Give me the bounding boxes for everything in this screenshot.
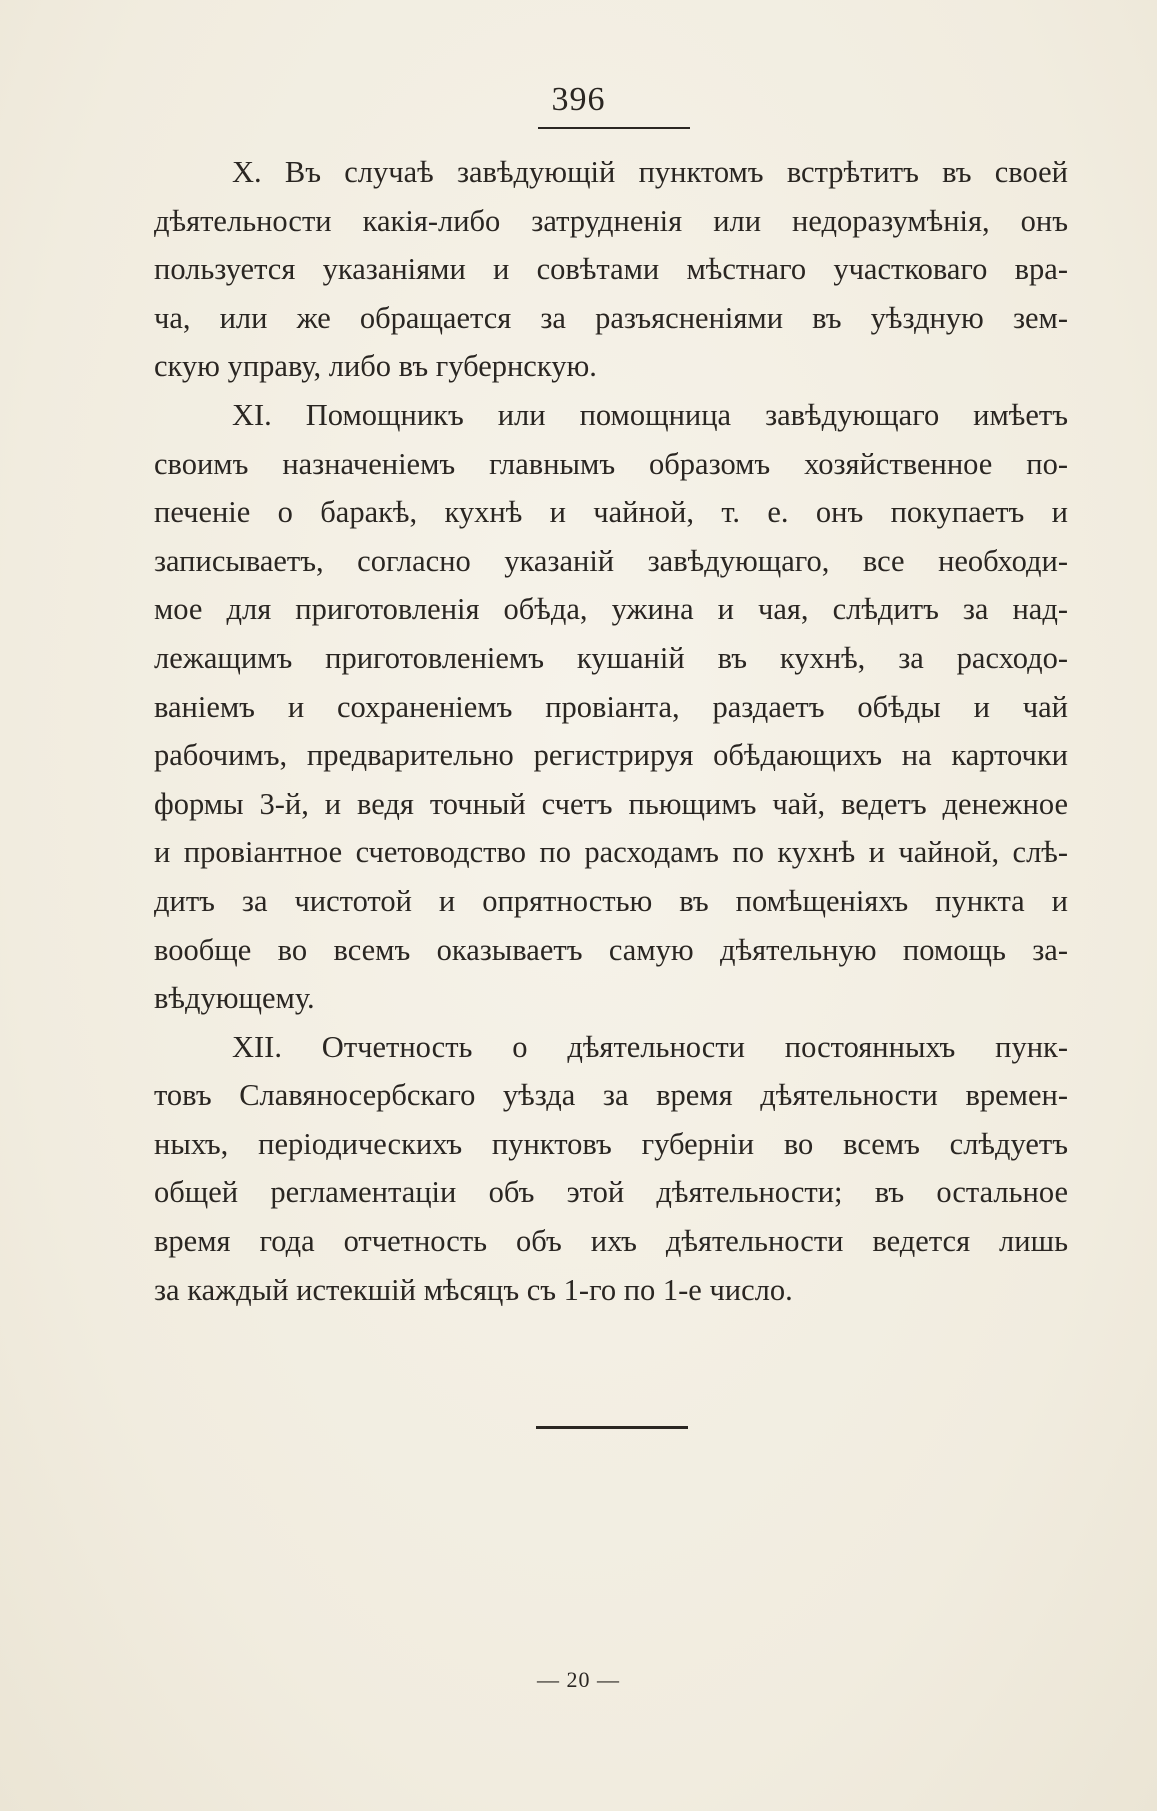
page-number-underline (538, 127, 690, 129)
text-line: XII. Отчетность о дѣятельности постоянныхъ пунк- (232, 1029, 1068, 1064)
text-line: вѣдующему. (154, 981, 315, 1016)
text-line: время года отчетность объ ихъ дѣятельности ведется лишь (154, 1224, 1068, 1259)
text-line: за каждый истекшій мѣсяцъ съ 1-го по 1-е число. (154, 1272, 793, 1307)
section-end-rule (536, 1426, 688, 1429)
text-line: записываетъ, согласно указаній завѣдующаго, все необходи- (154, 543, 1068, 578)
text-line: вообще во всемъ оказываетъ самую дѣятельную помощь за- (154, 932, 1068, 967)
body-text (154, 148, 1068, 1314)
text-line: мое для приготовленія обѣда, ужина и чая, слѣдитъ за над- (154, 592, 1068, 627)
text-line: X. Въ случаѣ завѣдующій пунктомъ встрѣтитъ въ своей (232, 155, 1068, 189)
text-line: формы 3-й, и ведя точный счетъ пьющимъ чай, ведетъ денежное (154, 786, 1068, 821)
text-line: дѣятельности какія-либо затрудненія или недоразумѣнія, онъ (154, 203, 1068, 238)
text-line: дитъ за чистотой и опрятностью въ помѣщеніяхъ пункта и (154, 883, 1068, 918)
text-line: рабочимъ, предварительно регистрируя обѣдающихъ на карточки (154, 738, 1068, 773)
text-line: печеніе о баракѣ, кухнѣ и чайной, т. е. онъ покупаетъ и (154, 495, 1068, 530)
text-line: и провіантное счетоводство по расходамъ по кухнѣ и чайной, слѣ- (154, 835, 1068, 870)
footer-page-number: — 20 — (537, 1667, 620, 1692)
text-line: ча, или же обращается за разъясненіями въ уѣздную зем- (154, 300, 1068, 335)
text-line: общей регламентаціи объ этой дѣятельности; въ остальное (154, 1175, 1068, 1210)
paragraph-x (154, 148, 1068, 391)
text-line: ваніемъ и сохраненіемъ провіанта, раздаетъ обѣды и чай (154, 689, 1068, 724)
paragraph-xii (154, 1023, 1068, 1315)
paragraph-xi (154, 391, 1068, 1023)
text-line: ныхъ, періодическихъ пунктовъ губерніи во всемъ слѣдуетъ (154, 1126, 1068, 1161)
text-line: своимъ назначеніемъ главнымъ образомъ хозяйственное по- (154, 446, 1068, 481)
text-line: лежащимъ приготовленіемъ кушаній въ кухнѣ, за расходо- (154, 640, 1068, 675)
text-line: XI. Помощникъ или помощница завѣдующаго имѣетъ (232, 397, 1068, 432)
text-line: товъ Славяносербскаго уѣзда за время дѣятельности времен- (154, 1078, 1068, 1113)
text-line: пользуется указаніями и совѣтами мѣстнаго участковаго вра- (154, 252, 1068, 287)
page-number: 396 (551, 81, 606, 118)
text-line: скую управу, либо въ губернскую. (154, 349, 597, 384)
